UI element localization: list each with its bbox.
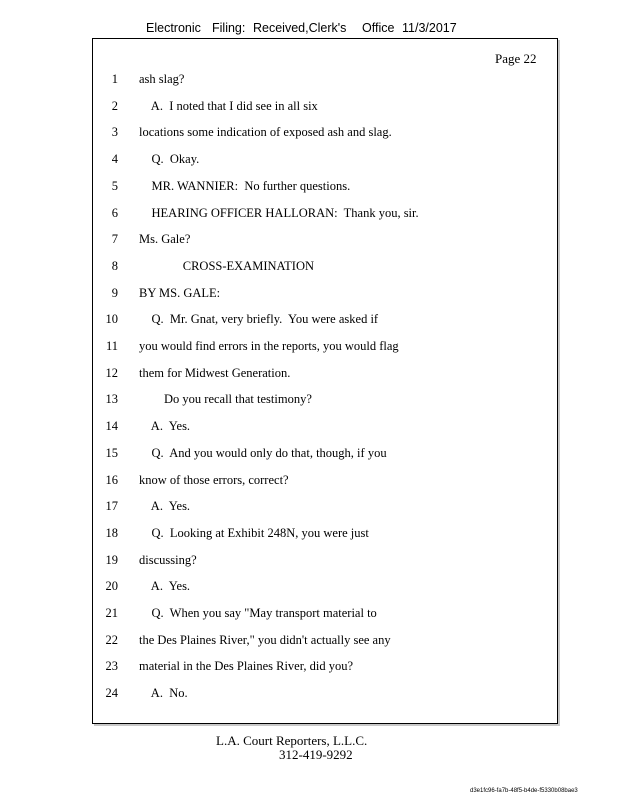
transcript-line — [92, 99, 558, 116]
transcript-line — [92, 579, 558, 596]
transcript-line — [92, 606, 558, 623]
transcript-line — [92, 659, 558, 676]
line-text: MR. WANNIER: No further questions. — [139, 178, 351, 193]
line-number: 23 — [105, 659, 118, 674]
transcript-line — [92, 686, 558, 703]
line-text: know of those errors, correct? — [139, 472, 289, 487]
line-text: Q. Looking at Exhibit 248N, you were just — [139, 525, 369, 540]
line-text: A. Yes. — [139, 579, 191, 594]
line-text: A. Yes. — [139, 499, 191, 514]
line-text: Q. When you say "May transport material to — [139, 606, 377, 620]
line-number: 22 — [105, 632, 118, 647]
line-text: ash slag? — [139, 72, 185, 86]
transcript-line — [92, 419, 558, 436]
line-number: 2 — [111, 98, 118, 113]
transcript-line — [92, 206, 558, 223]
transcript-line — [92, 179, 558, 196]
line-number: 12 — [105, 365, 118, 380]
filing-stamp-header — [0, 21, 618, 37]
line-text: locations some indication of exposed ash and slag. — [139, 125, 392, 140]
line-text: the Des Plaines River," you didn't actually see any — [139, 632, 391, 647]
line-number: 7 — [111, 232, 118, 247]
line-number: 18 — [105, 525, 118, 540]
transcript-line — [92, 232, 558, 249]
header-electronic: Electronic — [146, 21, 201, 35]
header-received: Received,Clerk's — [253, 21, 347, 35]
transcript-line — [92, 312, 558, 329]
line-number: 9 — [111, 285, 118, 300]
transcript-line — [92, 392, 558, 409]
document-id: d3e1fc96-fa7b-48f5-b4de-f5330b08bae3 — [470, 788, 578, 794]
line-number: 17 — [105, 499, 118, 514]
line-text: discussing? — [139, 552, 197, 567]
line-number: 21 — [105, 606, 118, 620]
line-number: 3 — [111, 125, 118, 140]
line-number: 6 — [111, 205, 118, 220]
line-text: HEARING OFFICER HALLORAN: Thank you, sir. — [139, 205, 419, 220]
header-date: 11/3/2017 — [402, 21, 457, 35]
line-number: 14 — [105, 419, 118, 434]
line-text: Ms. Gale? — [139, 232, 191, 247]
transcript-line — [92, 553, 558, 570]
line-number: 24 — [105, 686, 118, 701]
line-text: Q. And you would only do that, though, if you — [139, 445, 387, 460]
transcript-line — [92, 633, 558, 650]
line-number: 5 — [111, 178, 118, 193]
line-number: 11 — [105, 339, 118, 353]
line-number: 10 — [105, 312, 118, 327]
transcript-line — [92, 499, 558, 516]
line-number: 15 — [105, 445, 118, 460]
header-office: Office — [362, 21, 395, 35]
line-text: A. No. — [139, 686, 188, 701]
transcript-line — [92, 473, 558, 490]
line-text: A. I noted that I did see in all six — [139, 98, 318, 113]
line-text: Q. Okay. — [139, 152, 200, 167]
transcript-line — [92, 446, 558, 463]
line-text: CROSS-EXAMINATION — [139, 258, 315, 273]
transcript-line — [92, 125, 558, 142]
line-text: A. Yes. — [139, 419, 191, 434]
footer-phone-number: 312-419-9292 — [279, 747, 353, 762]
transcript-line — [92, 152, 558, 169]
footer-company-name: L.A. Court Reporters, L.L.C. — [216, 733, 368, 748]
line-text: BY MS. GALE: — [139, 285, 221, 300]
transcript-line — [92, 526, 558, 543]
transcript-line — [92, 366, 558, 383]
transcript-line — [92, 72, 558, 89]
header-filing: Filing: — [212, 21, 246, 35]
transcript-line — [92, 339, 558, 356]
line-number: 13 — [105, 392, 118, 407]
line-number: 19 — [105, 552, 118, 567]
line-number: 1 — [111, 72, 118, 86]
transcript-line — [92, 286, 558, 303]
line-text: material in the Des Plaines River, did you? — [139, 659, 354, 674]
line-text: Do you recall that testimony? — [139, 392, 312, 407]
line-number: 16 — [105, 472, 118, 487]
transcript-line — [92, 259, 558, 276]
line-text: Q. Mr. Gnat, very briefly. You were asked if — [139, 312, 379, 327]
line-text: you would find errors in the reports, you would flag — [139, 339, 399, 353]
line-number: 4 — [111, 152, 118, 167]
page-number: Page 22 — [495, 51, 537, 66]
line-text: them for Midwest Generation. — [139, 365, 291, 380]
line-number: 20 — [105, 579, 118, 594]
line-number: 8 — [111, 258, 118, 273]
